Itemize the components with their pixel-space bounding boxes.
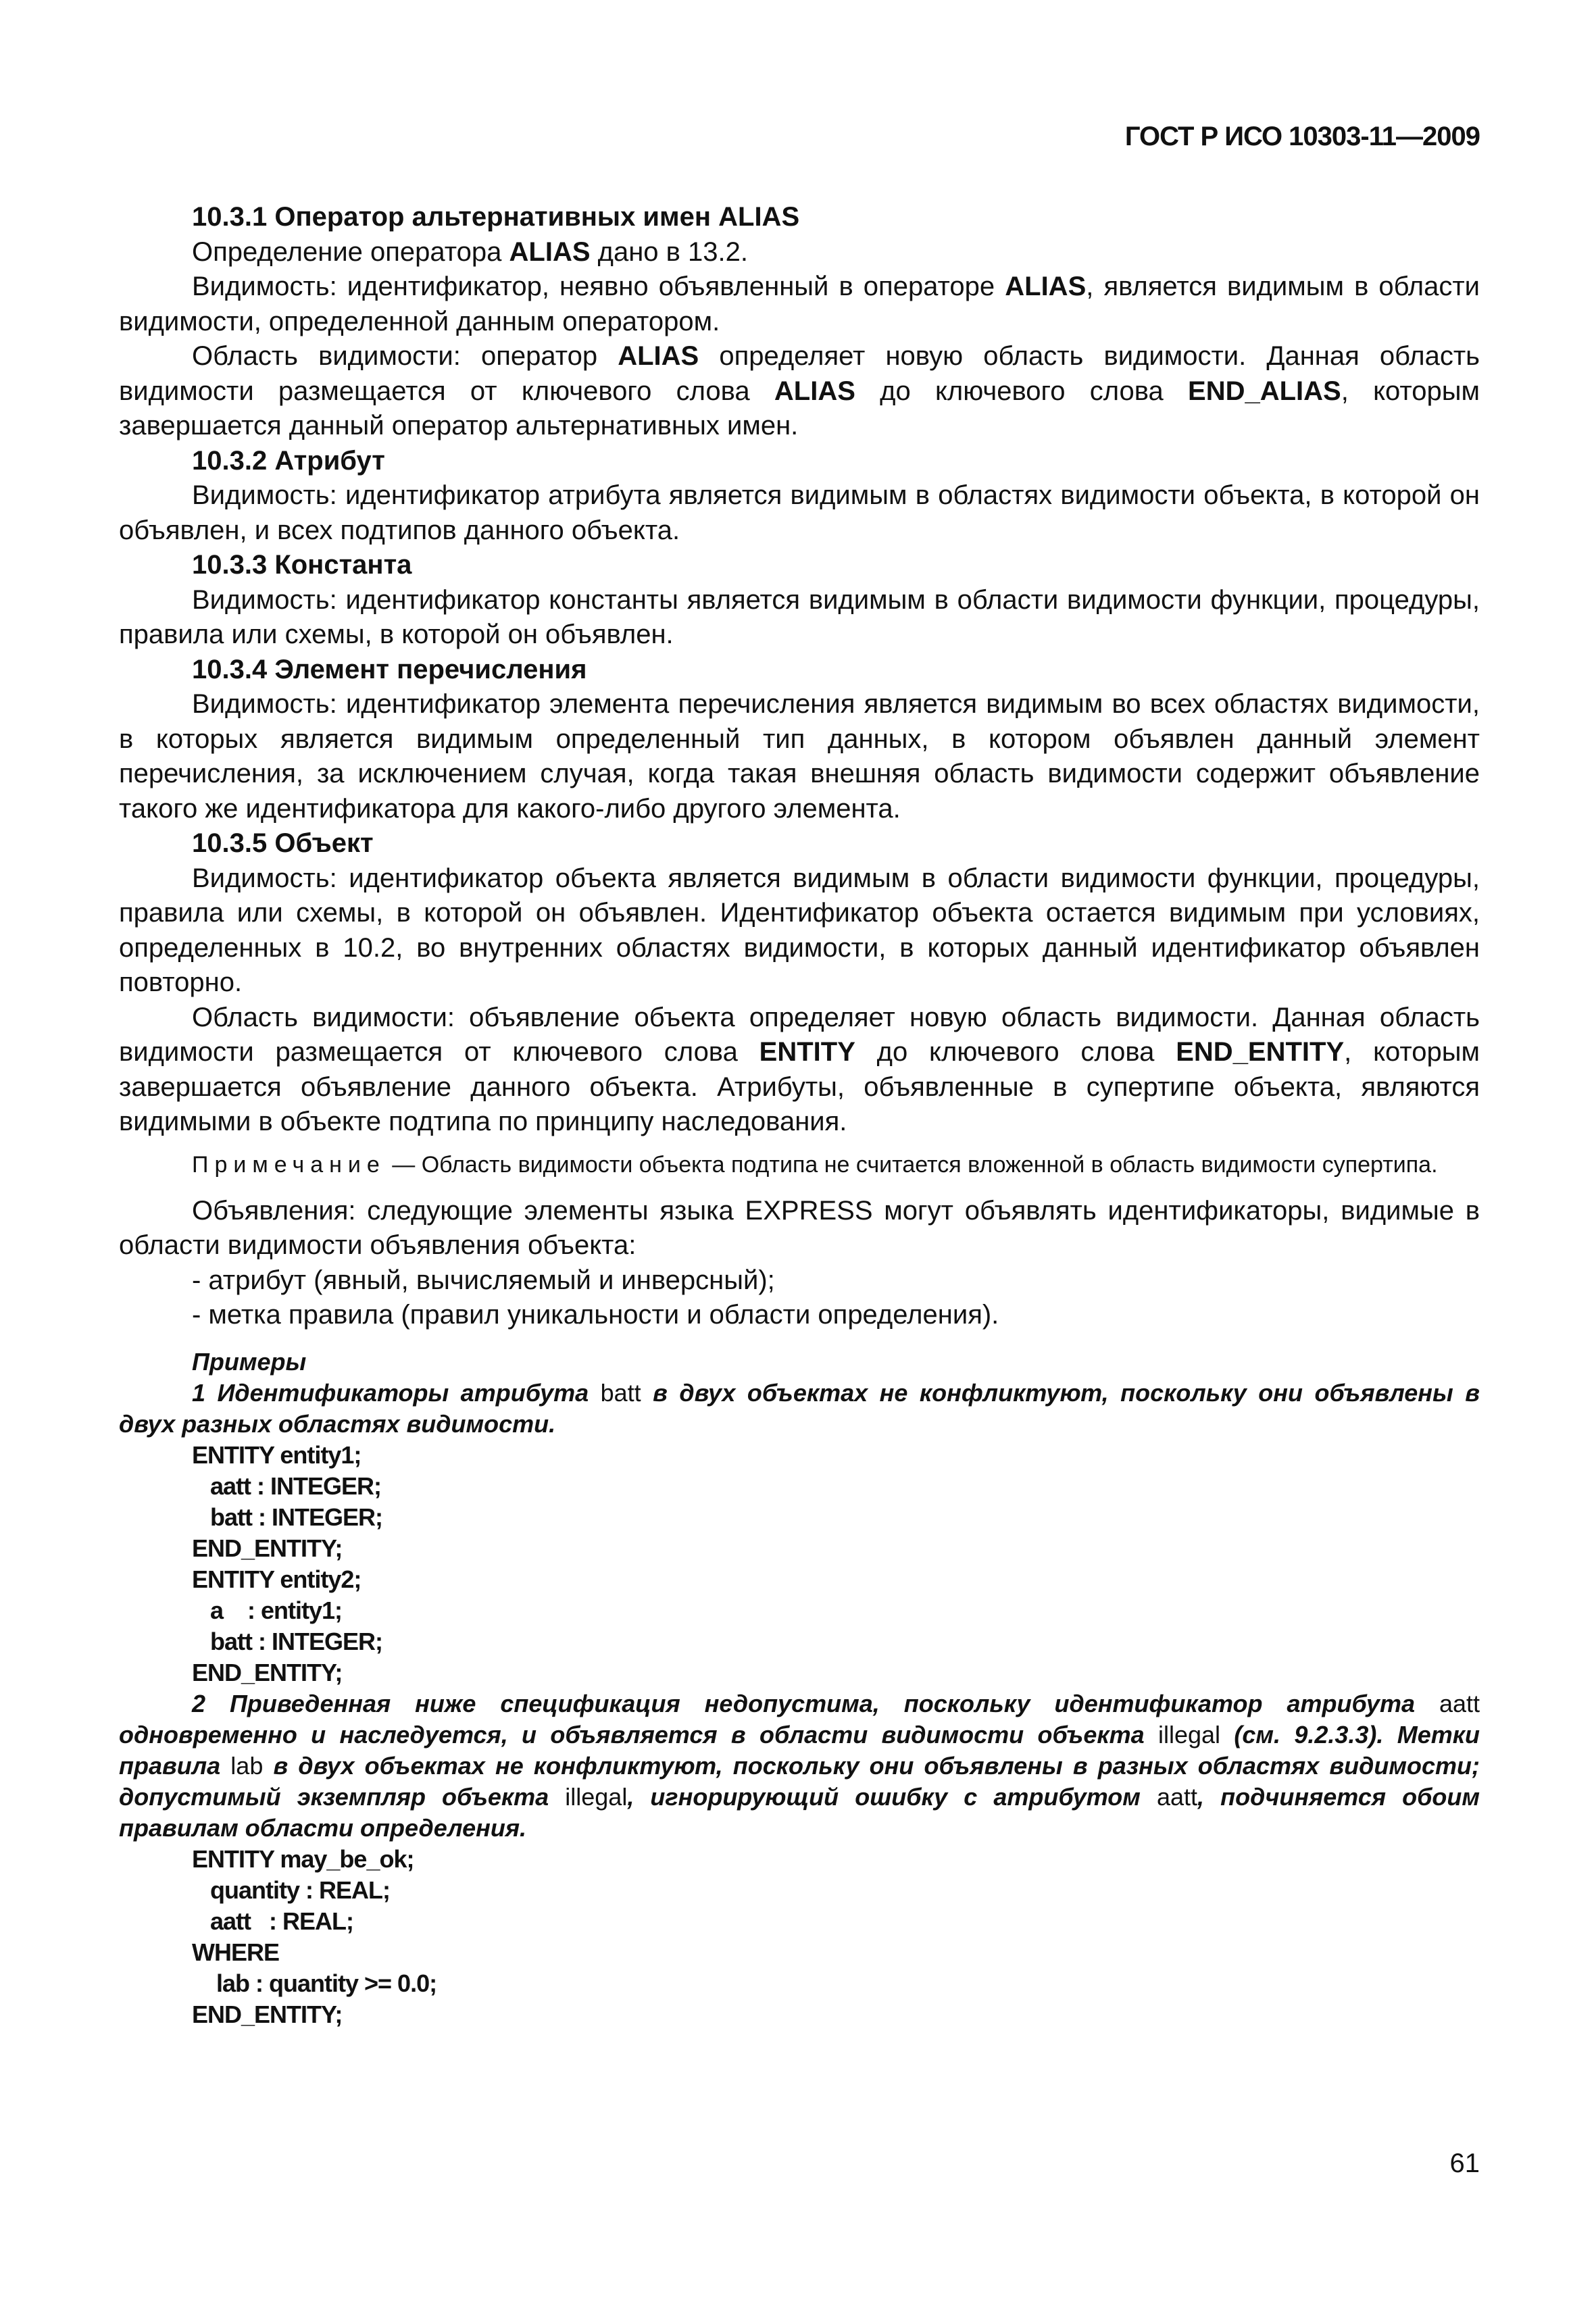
page-number: 61 (1449, 2148, 1480, 2178)
note: Примечание — Область видимости объекта подтипа не считается вложенной в область видимости супертипа. (192, 1151, 1438, 1178)
paragraph: Видимость: идентификатор объекта является видимым в области видимости функции, процедуры, правила или схемы, в которой он объявлен. Идентификатор объекта остается видимым при условиях, определенных в 10.2, во внутренних областях видимости, в которых данный идентификатор объявлен повторно. (119, 863, 1480, 997)
keyword: ALIAS (1005, 272, 1087, 301)
paragraph: Область видимости: объявление объекта определяет новую область видимости. Данная область видимости размещается от ключевого слова ENTITY до ключевого слова END_ENTITY, которым завершается объявление данного объекта. Атрибуты, объявленные в супертипе объекта, являются видимыми в объекте подтипа по принципу наследования. (119, 1002, 1480, 1136)
paragraph: Видимость: идентификатор константы является видимым в области видимости функции, процедуры, правила или схемы, в которой он объявлен. (119, 584, 1480, 649)
code-identifier: batt (600, 1378, 641, 1407)
paragraph: Видимость: идентификатор атрибута является видимым в областях видимости объекта, в которой он объявлен, и всех подтипов данного объекта. (119, 480, 1480, 545)
section-heading-10-3-4: 10.3.4 Элемент перечисления (192, 654, 587, 684)
section-heading-10-3-1: 10.3.1 Оператор альтернативных имен ALIAS (192, 202, 800, 232)
list-item: - метка правила (правил уникальности и области определения). (192, 1300, 999, 1330)
code-line: quantity : REAL; (192, 1876, 390, 1904)
paragraph: Объявления: следующие элементы языка EXPRESS могут объявлять идентификаторы, видимые в области видимости объявления объекта: (119, 1195, 1480, 1260)
page-content (119, 200, 1480, 2030)
examples-heading: Примеры (192, 1347, 307, 1376)
code-identifier: illegal (565, 1782, 628, 1811)
section-heading-10-3-5: 10.3.5 Объект (192, 828, 374, 858)
note-label: Примечание (192, 1151, 386, 1178)
code-line: ENTITY entity1; (192, 1440, 361, 1469)
list-item: - атрибут (явный, вычисляемый и инверсный); (192, 1265, 775, 1295)
code-line: batt : INTEGER; (192, 1503, 382, 1531)
keyword: ALIAS (618, 341, 699, 371)
example-1-text: 1 Идентификаторы атрибута batt в двух объектах не конфликтуют, поскольку они объявлены в двух разных областях видимости. (119, 1378, 1480, 1438)
code-line: batt : INTEGER; (192, 1627, 382, 1655)
code-identifier: lab (230, 1751, 264, 1780)
paragraph: Определение оператора ALIAS дано в 13.2. (192, 236, 748, 267)
code-identifier: aatt (1439, 1689, 1480, 1717)
code-identifier: illegal (1157, 1720, 1221, 1749)
keyword: ALIAS (774, 376, 855, 406)
code-line: END_ENTITY; (192, 1534, 343, 1562)
keyword: END_ENTITY (1176, 1037, 1345, 1067)
keyword: ALIAS (509, 236, 591, 267)
code-line: ENTITY entity2; (192, 1565, 361, 1593)
code-line: a : entity1; (192, 1596, 343, 1624)
code-line: END_ENTITY; (192, 1658, 343, 1686)
code-line: END_ENTITY; (192, 2000, 343, 2028)
code-line: ENTITY may_be_ok; (192, 1844, 414, 1873)
code-line: aatt : INTEGER; (192, 1472, 382, 1500)
code-identifier: aatt (1157, 1782, 1198, 1811)
code-line: WHERE (192, 1938, 279, 1966)
paragraph: Область видимости: оператор ALIAS определяет новую область видимости. Данная область видимости размещается от ключевого слова ALIAS до ключевого слова END_ALIAS, которым завершается данный оператор альтернативных имен. (119, 341, 1480, 441)
section-heading-10-3-2: 10.3.2 Атрибут (192, 445, 385, 476)
document-header: ГОСТ Р ИСО 10303-11—2009 (1124, 122, 1480, 151)
section-heading-10-3-3: 10.3.3 Константа (192, 550, 412, 580)
code-line: aatt : REAL; (192, 1907, 354, 1935)
keyword: ENTITY (759, 1037, 855, 1067)
paragraph: Видимость: идентификатор элемента перечисления является видимым во всех областях видимости, в которых является видимым определенный тип данных, в котором объявлен данный элемент перечисления, за исключением случая, когда такая внешняя область видимости содержит объявление такого же идентификатора для какого-либо другого элемента. (119, 689, 1480, 824)
example-2-text: 2 Приведенная ниже спецификация недопустима, поскольку идентификатор атрибута aatt одновременно и наследуется, и объявляется в области видимости объекта illegal (см. 9.2.3.3). Метки правила lab в двух объектах не конфликтуют, поскольку они объявлены в разных областях видимости; допустимый экземпляр объекта illegal, игнорирующий ошибку с атрибутом aatt, подчиняется обоим правилам области определения. (119, 1689, 1480, 1842)
paragraph: Видимость: идентификатор, неявно объявленный в операторе ALIAS, является видимым в области видимости, определенной данным оператором. (119, 272, 1480, 336)
code-line: lab : quantity >= 0.0; (192, 1969, 437, 1997)
keyword: END_ALIAS (1188, 376, 1341, 406)
